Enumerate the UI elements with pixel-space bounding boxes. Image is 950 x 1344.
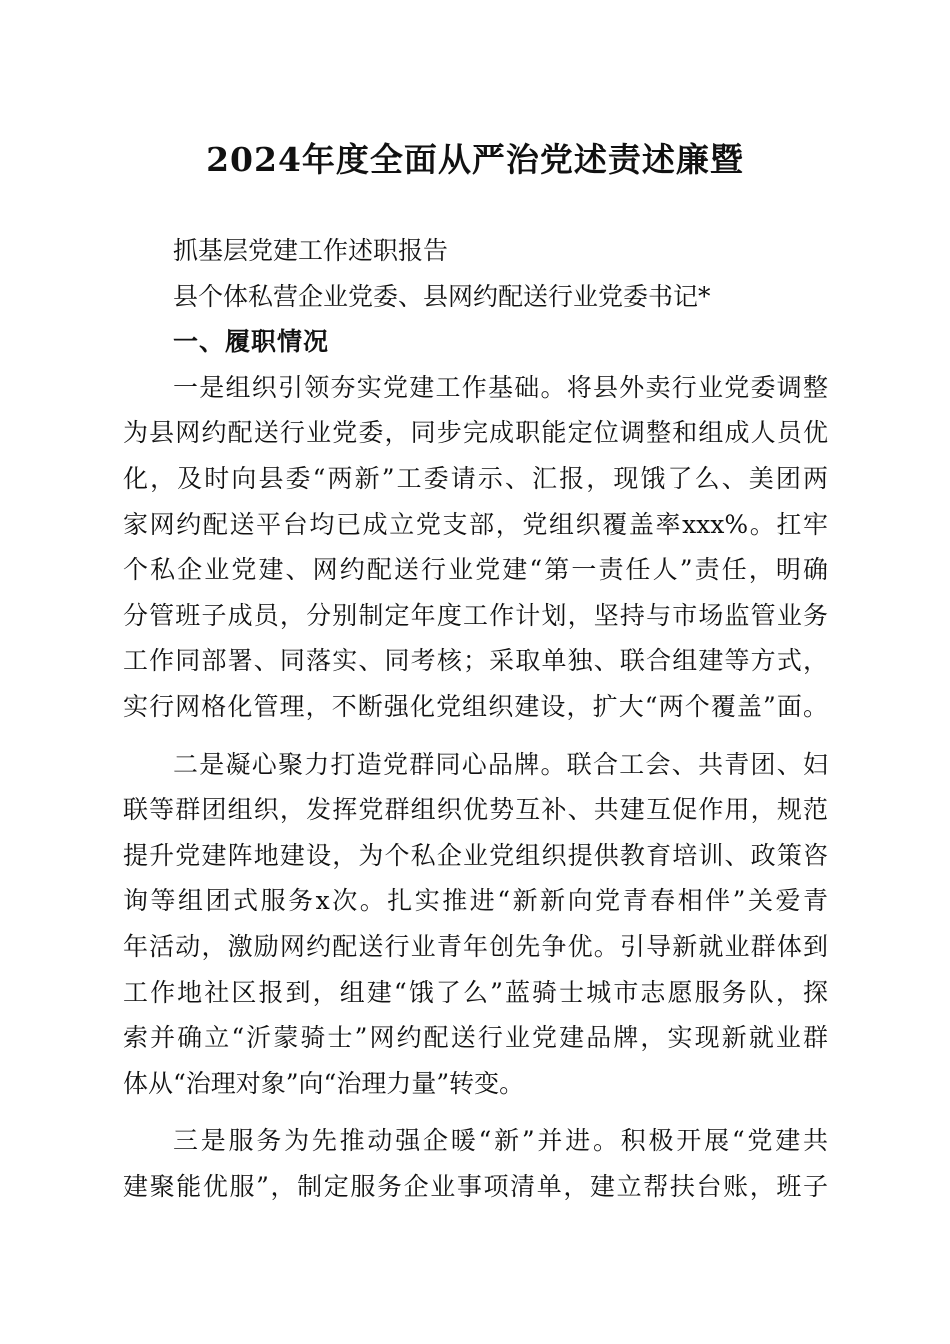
paragraph-line: 提升党建阵地建设，为个私企业党组织提供教育培训、政策咨 bbox=[123, 840, 828, 870]
paragraph-line: 实行网格化管理，不断强化党组织建设，扩大“两个覆盖”面。 bbox=[123, 691, 828, 721]
paragraph-line: 家网约配送平台均已成立党支部，党组织覆盖率xxx%。扛牢 bbox=[123, 509, 828, 539]
section-heading: 一、履职情况 bbox=[173, 327, 330, 357]
paragraph-line: 联等群团组织，发挥党群组织优势互补、共建互促作用，规范 bbox=[123, 795, 828, 825]
paragraph-1 bbox=[123, 365, 828, 730]
paragraph-line: 年活动，激励网约配送行业青年创先争优。引导新就业群体到 bbox=[123, 931, 828, 961]
paragraph-line: 分管班子成员，分别制定年度工作计划，坚持与市场监管业务 bbox=[123, 600, 828, 630]
paragraph-line: 索并确立“沂蒙骑士”网约配送行业党建品牌，实现新就业群 bbox=[123, 1023, 828, 1053]
document-title: 2024年度全面从严治党述责述廉暨 bbox=[206, 140, 744, 179]
paragraph-line: 一是组织引领夯实党建工作基础。将县外卖行业党委调整 bbox=[173, 372, 828, 402]
paragraph-line: 为县网约配送行业党委，同步完成职能定位调整和组成人员优 bbox=[123, 418, 828, 448]
paragraph-3 bbox=[123, 1118, 828, 1209]
paragraph-line: 化，及时向县委“两新”工委请示、汇报，现饿了么、美团两 bbox=[123, 463, 828, 493]
document-subtitle: 抓基层党建工作述职报告 bbox=[173, 236, 449, 265]
paragraph-line: 询等组团式服务x次。扎实推进“新新向党青春相伴”关爱青 bbox=[123, 886, 828, 916]
paragraph-line: 工作地社区报到，组建“饿了么”蓝骑士城市志愿服务队，探 bbox=[123, 977, 828, 1007]
paragraph-2 bbox=[123, 742, 828, 1107]
paragraph-line: 个私企业党建、网约配送行业党建“第一责任人”责任，明确 bbox=[123, 555, 828, 585]
paragraph-line: 三是服务为先推动强企暖“新”并进。积极开展“党建共 bbox=[173, 1126, 828, 1156]
paragraph-line: 体从“治理对象”向“治理力量”转变。 bbox=[123, 1068, 525, 1098]
document-author: 县个体私营企业党委、县网约配送行业党委书记* bbox=[173, 281, 711, 311]
paragraph-line: 工作同部署、同落实、同考核；采取单独、联合组建等方式， bbox=[123, 646, 828, 676]
paragraph-line: 二是凝心聚力打造党群同心品牌。联合工会、共青团、妇 bbox=[173, 749, 828, 779]
document-body bbox=[123, 228, 828, 1209]
paragraph-line: 建聚能优服”，制定服务企业事项清单，建立帮扶台账，班子 bbox=[123, 1171, 828, 1201]
